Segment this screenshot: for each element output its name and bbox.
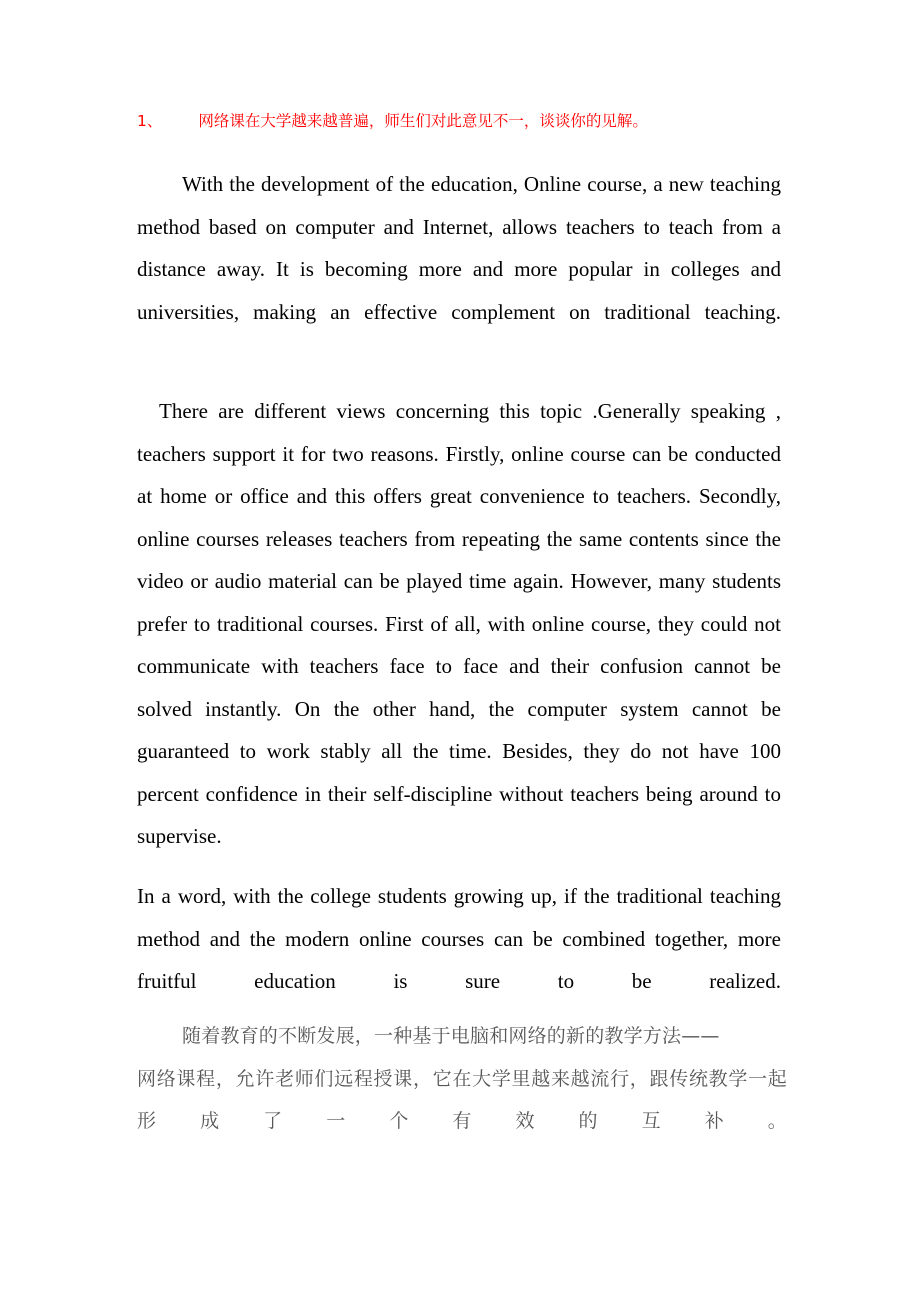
question-prompt [137, 110, 781, 132]
question-number: 1、 [137, 112, 163, 130]
body-paragraph-3: In a word, with the college students growing up, if the traditional teaching method and the modern online courses can be combined together, more fruitful education is sure to be realized. [137, 884, 781, 993]
question-prompt-text: 网络课在大学越来越普遍，师生们对此意见不一，谈谈你的见解。 [198, 112, 648, 130]
chinese-translation-line-rest: 网络课程，允许老师们远程授课，它在大学里越来越流行，跟传统教学一起形成了一个有效的互补。 [137, 1067, 787, 1132]
chinese-translation-line-1: 随着教育的不断发展，一种基于电脑和网络的新的教学方法—— [182, 1025, 720, 1047]
body-paragraph-1: With the development of the education, Online course, a new teaching method based on computer and Internet, allows teachers to teach from a distance away. It is becoming more and more popular in colleges and universities, making an effective complement on traditional teaching. [137, 172, 781, 324]
body-paragraph-2: There are different views concerning this topic .Generally speaking , teachers support it for two reasons. Firstly, online course can be conducted at home or office and this offers great convenience to teachers. Secondly, online courses releases teachers from repeating the same contents since the video or audio material can be played time again. However, many students prefer to traditional courses. First of all, with online course, they could not communicate with teachers face to face and their confusion cannot be solved instantly. On the other hand, the computer system cannot be guaranteed to work stably all the time. Besides, they do not have 100 percent confidence in their self-discipline without teachers being around to supervise. [137, 399, 781, 848]
chinese-translation-paragraph [137, 1015, 787, 1228]
